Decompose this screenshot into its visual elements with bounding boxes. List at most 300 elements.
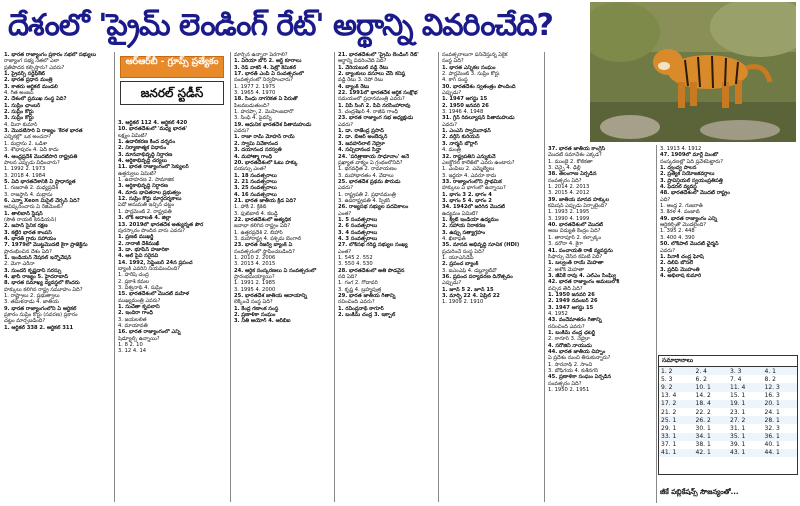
question-line: 2. డా. బీఆర్ అంబేద్కర్ bbox=[338, 134, 388, 141]
question-line: 22. 1991లో భారతదేశ ఆర్థిక సంక్షోభ bbox=[338, 90, 418, 97]
question-line: జనాభా కలిగిన రాష్ట్రం ఏది? bbox=[234, 223, 291, 230]
question-line: 2. ప్రకాశ్ కమల bbox=[118, 278, 150, 285]
question-line: 3. 1995 4. 2000 bbox=[234, 286, 276, 293]
question-line: 2. నిర్మాణాత్మక విధానం bbox=[118, 145, 167, 152]
column-4 bbox=[338, 52, 436, 502]
question-line: 2. ఠాగూర్ 3. నెహ్రూ bbox=[548, 336, 590, 343]
question-line: సంస్థ ఏది? bbox=[442, 58, 464, 65]
question-line: 3. కృష్ణ 4. బ్రహ్మపుత్ర bbox=[338, 286, 382, 293]
question-line: 21. భారతదేశంలో 'ప్రైమ్ లెండింగ్ రేట్' bbox=[338, 52, 419, 58]
question-line: 1. 5 సంవత్సరాలు bbox=[338, 216, 378, 223]
question-line: 3. ఫుట్‌బాల్ 4. కబడ్డీ bbox=[234, 210, 278, 217]
question-line: 1. 1993 2. 1995 bbox=[548, 209, 590, 216]
question-line: 18. సింధు నాగరికత ఏ పేరుతో bbox=[234, 96, 298, 103]
question-line: సంవత్సరం ఏది? bbox=[548, 177, 582, 184]
question-line: మార్చిన ఉన్నారా పెరగాలి? bbox=[234, 52, 288, 58]
answer-cell: 16. 3 bbox=[764, 392, 780, 400]
question-line: 1. ఏరియా బోర్ 2. ఆర్ట్ కూరాలు bbox=[234, 58, 302, 65]
question-line: ఎంత? bbox=[338, 248, 352, 255]
question-line: 45. ప్రణాళికా సంఘం ఏర్పడిన bbox=[548, 374, 612, 381]
question-line: 2. ప్రణాళికా సంఘం bbox=[234, 312, 276, 319]
question-line: ఏదో అనుమతి ఇచ్చిన చట్టం bbox=[118, 202, 175, 209]
question-line: 3. మొదటిసారి ఏ రాజ్యం 'కేరళ భారత bbox=[4, 128, 83, 135]
answer-cell: 13. 4 bbox=[661, 392, 677, 400]
answer-cell: 30. 1 bbox=[695, 424, 711, 432]
question-line: 1. ఉదాహరణ 2. సామాజిక bbox=[118, 177, 174, 184]
answer-cell: 4. 1 bbox=[764, 367, 776, 375]
answer-cell: 22. 2 bbox=[695, 408, 711, 416]
question-line: 4. గీత అంజన్ bbox=[4, 90, 34, 97]
question-line: 3. 550 4. 530 bbox=[338, 261, 373, 268]
question-line: హక్కులు కలిగిన రాష్ట్ర సమూహం ఏది? bbox=[4, 286, 83, 293]
question-line: 44. భారత జాతీయ చిహ్నం bbox=[548, 349, 606, 355]
answer-cell: 15. 1 bbox=[730, 392, 746, 400]
question-line: 2. నానాజీ దేశ్‌ముఖ్ bbox=[118, 240, 160, 247]
question-line: ఉత్తర్వులు ఏమిటి? bbox=[118, 170, 157, 177]
question-line: 1. రాష్ట్రాలు 2. ప్రభుత్వాలు bbox=[4, 293, 60, 300]
answer-cell: 26. 2 bbox=[695, 416, 711, 424]
question-line: 23. భారత రిజర్వ్ బ్యాంక్ ఏ bbox=[234, 242, 293, 249]
question-line: 38. తెలంగాణ ఏర్పడిన bbox=[548, 171, 597, 178]
answer-cell: 5. 3 bbox=[661, 375, 673, 383]
question-line: 1. ఎంపీలు 2. ఎమ్మెల్యేలు bbox=[442, 166, 495, 173]
question-line: 13. 2019లో భారతదేశ అత్యున్నత పౌర bbox=[118, 221, 204, 228]
column-5 bbox=[442, 52, 542, 502]
question-line: 2. వర్గీస్ కురియన్ bbox=[442, 134, 480, 141]
question-line: 1. 1991 2. 1985 bbox=[234, 280, 276, 287]
question-line: 3. నీతి ఆయోగ్ 4. ఆర్‌బీఐ bbox=[234, 318, 291, 325]
answer-cell: 28. 1 bbox=[764, 416, 780, 424]
question-line: 2. దేశంలో ప్రముఖ సంస్థ ఏది? bbox=[4, 96, 67, 103]
question-line: సంవత్సరం ఏది? bbox=[548, 380, 582, 387]
question-line: ప్రతిపాదన కల్పిస్తారు? ఎవరు? bbox=[4, 64, 65, 71]
question-line: 21. భారత జాతీయ క్రీడ ఏది? bbox=[234, 197, 297, 204]
question-line: 20. భారతదేశంలో ఓటు హక్కు bbox=[234, 159, 298, 166]
question-line: 9. భారత రాజ్యాంగంలోని ఏ ఆర్టికల్ bbox=[4, 305, 77, 312]
question-line: సంవత్సరంలో నిర్వహించారు? bbox=[234, 77, 294, 84]
question-line: 3. నార్మన్ బోర్లాగ్ bbox=[442, 140, 478, 147]
question-line: 24. ఆర్థిక సంస్కరణలు ఏ సంవత్సరంలో bbox=[234, 267, 317, 274]
question-line: 1. సుచేతా కృపలానీ bbox=[118, 303, 160, 310]
question-line: 49. భారత రాజ్యాంగం ఎన్ని bbox=[660, 215, 718, 222]
question-line: ముఖ్యమంత్రి ఎవరు? bbox=[118, 297, 161, 304]
question-line: 3. 2018 4. 1984 bbox=[4, 172, 46, 179]
question-line: వయస్సు ఎంత? bbox=[234, 166, 267, 173]
question-line: 1. హరప్పా 2. మొహెంజదారో bbox=[234, 109, 294, 116]
answer-row bbox=[659, 449, 797, 457]
question-line: 3. 25 సంవత్సరాలు bbox=[234, 185, 277, 192]
question-line: 3. కేరళ 4. పంజాబ్ bbox=[660, 209, 700, 216]
answer-cell: 3. 3 bbox=[730, 367, 742, 375]
question-line: 1. ఆంధ్ర 2. గుజరాత్ bbox=[660, 203, 703, 210]
answer-row bbox=[659, 433, 797, 441]
answer-cell: 38. 1 bbox=[695, 441, 711, 449]
question-line: 3. చెన్నై 4. ఢిల్లీ bbox=[548, 165, 581, 172]
question-line: 1. ముంబై 2. కోల్‌కతా bbox=[548, 158, 593, 165]
question-line: 40. భారతదేశంలో మొదటి bbox=[548, 222, 603, 229]
question-line: ఎది? bbox=[660, 196, 671, 203]
question-line: ఉద్యమం ఏమిటి? bbox=[442, 210, 478, 217]
answer-cell: 14. 2 bbox=[695, 392, 711, 400]
answer-cell: 23. 1 bbox=[730, 408, 746, 416]
answer-cell: 6. 2 bbox=[695, 375, 707, 383]
question-line: 3. డా. భూపేన్ హజారికా bbox=[118, 246, 170, 253]
answer-cell: 29. 1 bbox=[661, 424, 677, 432]
answer-key bbox=[658, 355, 798, 475]
question-line: ఏ ప్రదేశం నుంచి తీసుకున్నారు? bbox=[548, 355, 611, 362]
answer-cell: 9. 2 bbox=[661, 383, 673, 391]
answer-cell: 43. 1 bbox=[730, 449, 746, 457]
question-line: 1. కేంద్ర గణాంక సంస్థ bbox=[234, 305, 279, 312]
question-line: 8. భారత సమాఖ్య వ్యవస్థలో కొందరు bbox=[4, 280, 80, 287]
question-line: 2. ఇందిరా గాంధీ bbox=[118, 310, 153, 317]
question-line: 6. ఎన్నా Xeon మిసైల్ వేర్సన్ ఏది? bbox=[4, 197, 80, 204]
question-line: 3. చంద్రశేఖర్ 4. రాజీవ్ గాంధీ bbox=[338, 109, 398, 116]
answer-cell: 41. 1 bbox=[661, 449, 677, 457]
question-line: 1. గుజరాత్ 2. మధ్యప్రదేశ్ bbox=[4, 185, 59, 192]
answer-cell: 18. 4 bbox=[695, 400, 711, 408]
question-line: 34. 1942లో జరిగిన మొదటి bbox=[442, 204, 505, 211]
question-line: 1. పినాకి చంద్ర ఘోష్ bbox=[660, 253, 704, 260]
question-line: 1. సుప్రీం ఛాంబర్ bbox=[4, 102, 41, 109]
question-line: ఆవిష్కరించారు ఏ రేజిమెంట్? bbox=[4, 204, 64, 211]
answer-cell: 33. 1 bbox=[661, 433, 677, 441]
question-line: 3. 1947 ఆగస్టు 15 bbox=[548, 304, 594, 311]
question-line: ఎన్నికల్లో' ఒక అంచనా? bbox=[4, 134, 52, 141]
question-line: 11. భారత రాజ్యాంగంలో సెక్యులర్ bbox=[118, 164, 189, 171]
question-line: 1. ఎంఎస్ స్వామినాథన్ bbox=[442, 128, 491, 135]
question-line: 42. భారత రాజ్యాంగం అమలులోకి bbox=[548, 279, 620, 286]
question-line: 3. 1913 4. 1912 bbox=[660, 146, 702, 152]
question-line: 1. డా. రాజేంద్ర ప్రసాద్ bbox=[338, 128, 384, 135]
question-line: 3. 1965 4. 1970 bbox=[234, 90, 276, 97]
question-line: 3. ఆర్థికాభివృద్ధి నిర్ధారణ bbox=[118, 183, 168, 190]
credit-line: జీకే పబ్లికేషన్స్ సౌజన్యంతో... bbox=[660, 488, 739, 496]
answer-cell: 40. 1 bbox=[764, 441, 780, 449]
question-line: 1. యూఎన్‌డీపీ bbox=[442, 255, 474, 261]
question-line: 3. సుందర్ కృష్ణదాస్ సరస్సు bbox=[4, 267, 62, 274]
question-line: 2. 6 సంవత్సరాలు bbox=[338, 223, 378, 230]
question-line: ప్రకారం సుప్రీం కోర్టు (సవరణ) ప్రకారం bbox=[4, 312, 78, 319]
question-line: 1. క్విట్ ఇండియా ఉద్యమం bbox=[442, 216, 499, 223]
banner-subtitle: ఆర్ఆర్‌బీ - గ్రూప్స్ ప్రత్యేకం bbox=[120, 56, 224, 78]
question-line: 26. రాజ్యసభ సభ్యుల పదవీకాలం bbox=[338, 204, 409, 211]
question-line: వడ్డీ రేటు 3. రెపో రేటు bbox=[338, 77, 384, 84]
question-line: 10. భారతదేశంలో 'మధ్య భారత' bbox=[118, 126, 188, 133]
question-line: 33. రాజ్యాంగంలోని ప్రాథమిక bbox=[442, 178, 502, 185]
column-1 bbox=[4, 52, 112, 502]
question-line: 2. బంకిమ్ చంద్ర 3. ఇక్బాల్ bbox=[338, 312, 396, 319]
section-banner bbox=[120, 56, 224, 114]
answer-table bbox=[659, 367, 797, 457]
question-line: 1. రాజా రామ్ మోహన్ రాయ్ bbox=[234, 134, 295, 141]
column-2 bbox=[118, 120, 228, 502]
question-line: ఎవరు? bbox=[660, 247, 676, 254]
question-line: 2. స్వామి వివేకానంద bbox=[234, 140, 279, 147]
question-line: 22. భారతదేశంలో అత్యధిక bbox=[234, 216, 291, 223]
question-line: ప్రారంభించిన దేశం ఏది? bbox=[4, 248, 52, 255]
question-line: 3. మానవాభివృద్ధి నిర్ధారణ bbox=[118, 151, 173, 158]
question-line: సంస్కరణల్లో ఏది ప్రవేశపెట్టారు? bbox=[660, 158, 724, 165]
question-line: వచ్చిన తేదీ ఏది? bbox=[548, 285, 583, 292]
question-line: (సౌత్ రాయల్ కెనడియన్) bbox=[4, 216, 57, 223]
question-line: 3. బోధ్‌గయ 4. కుశీనగర్ bbox=[548, 368, 599, 375]
question-line: 3. రాజస్థాన్ 4. మద్రాసు bbox=[4, 191, 53, 198]
answer-cell: 8. 2 bbox=[764, 375, 776, 383]
question-line: 4. భారత్ గ్రామ సహాయం bbox=[4, 235, 57, 242]
question-line: 1. బంకిమ్ చంద్ర ఛటర్జీ bbox=[548, 329, 595, 336]
question-line: 30. భారతదేశం స్వతంత్రం పొందింది bbox=[442, 83, 516, 90]
question-line: 3. 4 సంవత్సరాలు bbox=[338, 229, 378, 236]
question-line: 28. భారతదేశంలో అతి పొడవైన bbox=[338, 267, 405, 274]
answer-row bbox=[659, 400, 797, 408]
question-line: 3. సింధ్ 4. పైవన్నీ bbox=[234, 115, 272, 122]
question-line: 3. 400 4. 390 bbox=[660, 234, 695, 241]
question-line: 1. ఉత్తరప్రదేశ్ 2. బిహార్ bbox=[234, 229, 283, 236]
question-line: 4. మారు భావితరాల ప్రభుత్వం bbox=[118, 189, 181, 196]
answer-cell: 17. 2 bbox=[661, 400, 677, 408]
question-line: 4. ఫెడరల్ వ్యవస్థ bbox=[660, 184, 697, 191]
question-line: 2. జపాన్ సైనిక రక్షణ bbox=[4, 223, 48, 230]
question-line: 3. నరోరా 4. కైగా bbox=[548, 241, 583, 248]
question-line: 1. రాష్ట్రపతి 2. ప్రధానమంత్రి bbox=[338, 191, 396, 198]
question-line: 3. ఆర్టికల్ 112 4. ఆర్టికల్ 420 bbox=[118, 120, 188, 126]
question-line: 4. మంత్రి bbox=[442, 147, 461, 154]
question-line: 3. 1990 4. 1999 bbox=[548, 215, 590, 222]
tiger-photo bbox=[590, 2, 796, 142]
question-line: 1. ప్రణబ్ ముఖర్జీ bbox=[118, 234, 154, 241]
column-7 bbox=[660, 146, 796, 351]
question-line: ఎంత? bbox=[338, 210, 352, 217]
question-line: 1. 8 2. 10 bbox=[118, 342, 143, 349]
answer-cell: 34. 1 bbox=[695, 433, 711, 441]
question-line: 14. 1992, సెప్టెంబర్ 24న ప్రపంచ bbox=[118, 259, 193, 266]
question-line: 2. దిలీప్ బోసలే bbox=[660, 260, 693, 267]
question-line: 24. 'పరిత్రాణాయ సాధూనాం' అనే bbox=[338, 153, 410, 160]
question-line: 4. ఖిలాఫత్ bbox=[442, 235, 466, 242]
question-line: 4. 3 సంవత్సరాలు bbox=[338, 235, 378, 242]
question-line: రాజ్యాంగ సభ్య నేతలో ఎలా bbox=[4, 58, 60, 65]
question-line: కమిషన్ ఎప్పుడు ఏర్పాటైంది? bbox=[548, 203, 608, 210]
question-line: 2. సహాయ నిరాకరణ bbox=[442, 223, 486, 230]
question-line: 2. ప్రత్యేక నియోజకవర్గాలు bbox=[660, 171, 715, 178]
question-line: 3. ప్రదీప్ మొహంతి bbox=[660, 266, 700, 273]
question-line: 31. గ్రీన్ రివల్యూషన్ పితామహుడు bbox=[442, 115, 515, 122]
question-line: 1. 1950 2. 1951 bbox=[548, 387, 590, 394]
answer-cell: 1. 2 bbox=[661, 367, 673, 375]
question-line: 47. 1909లో మార్లే మింటో bbox=[660, 152, 719, 159]
answer-cell: 42. 1 bbox=[695, 449, 711, 457]
answer-row bbox=[659, 375, 797, 383]
answer-row bbox=[659, 383, 797, 391]
answer-cell: 36. 1 bbox=[764, 433, 780, 441]
question-line: 1. జూన్ 5 2. జూన్ 15 bbox=[442, 286, 494, 293]
question-line: ప్రఖ్యాత వాక్యం ఏ గ్రంథంలోనిది? bbox=[338, 159, 403, 166]
question-line: 4. 1952 bbox=[548, 310, 568, 317]
answer-cell: 24. 1 bbox=[764, 408, 780, 416]
question-line: 1. ప్రైవర్స్ సర్టిఫికేట్ bbox=[4, 71, 45, 78]
question-line: 7. 1979లో మొట్టమొదటి కైగా ప్రాజెక్ట్‌ను bbox=[4, 242, 88, 249]
question-line: పాలన ఎప్పుడు విధించారు? bbox=[4, 159, 60, 166]
question-line: 4. సచ్చిదానంద సిన్హా bbox=[338, 147, 382, 154]
question-line: ప్రారంభమయ్యాయి? bbox=[234, 274, 275, 281]
question-line: 1. 1992 2. 1973 bbox=[4, 166, 46, 173]
question-line: 1. ఆర్టికల్ 338 2. ఆర్టికల్ 311 bbox=[4, 324, 74, 331]
question-line: 2. అశోక్ మెహతా bbox=[548, 266, 585, 273]
question-line: 3. కట్టిరి భారత కాంపస్ bbox=[4, 229, 52, 236]
question-line: 1. 1947 ఆగస్టు 15 bbox=[442, 96, 488, 103]
question-line: 2. 1950 జనవరి 26 bbox=[442, 102, 489, 109]
answer-row bbox=[659, 392, 797, 400]
question-line: 23. భారత రాజ్యాంగ సభ అధ్యక్షుడు bbox=[338, 115, 414, 122]
answer-cell: 7. 4 bbox=[730, 375, 742, 383]
question-line: 2. ప్రపంచ బ్యాంక్ bbox=[442, 261, 479, 268]
question-line: 35. మానవ అభివృద్ధి సూచిక (HDI) bbox=[442, 242, 520, 249]
question-line: 3. మహారాష్ట్ర 4. పశ్చిమ బెంగాల్ bbox=[234, 235, 302, 242]
answer-cell: 2. 4 bbox=[695, 367, 707, 375]
question-line: రచించింది ఎవరు? bbox=[548, 323, 585, 330]
question-line: 17. భారత్ ఎంపీ ఏ సంవత్సరంలో bbox=[234, 71, 304, 78]
answer-cell: 39. 1 bbox=[730, 441, 746, 449]
question-line: 1. 1909 2. 1910 bbox=[442, 299, 484, 306]
question-line: 29. భారత జాతీయ గీతాన్ని bbox=[338, 293, 396, 300]
question-line: 3. జవహర్‌లాల్ నెహ్రూ bbox=[338, 140, 385, 147]
question-line: 1. 2010 2. 2006 bbox=[234, 255, 276, 261]
answer-cell: 21. 2 bbox=[661, 408, 677, 416]
question-line: 2. భారత ప్రధాన మంత్రి bbox=[4, 77, 53, 84]
question-line: 1. వీపీ సింగ్ 2. పీవీ నరసింహారావు bbox=[338, 102, 411, 109]
question-line: 3. జీవీకే రావు 4. ఎల్ఎం సింఘ్వీ bbox=[548, 272, 617, 279]
question-line: 1. 18 సంవత్సరాలు bbox=[234, 172, 277, 179]
question-line: 1. భగవద్గీత 2. రామాయణం bbox=[338, 166, 397, 173]
question-line: 1. పార్లమెంట్ 2. రాష్ట్రపతి bbox=[118, 208, 172, 215]
question-line: 1. రవీంద్రనాథ్ ఠాగూర్ bbox=[338, 305, 384, 312]
answer-row bbox=[659, 367, 797, 375]
question-line: 2. 21 సంవత్సరాలు bbox=[234, 178, 277, 185]
question-line: 15. భారతదేశంలో మొదటి మహిళ bbox=[118, 291, 189, 298]
question-line: 3. మార్చి 22 4. ఏప్రిల్ 22 bbox=[442, 293, 500, 300]
question-line: సంవత్సరంలో స్థాపించబడింది? bbox=[234, 248, 295, 255]
question-line: ఎప్పుడు? bbox=[442, 90, 462, 97]
question-line: 1. సారనాథ్ 2. సాంచి bbox=[548, 361, 593, 368]
question-line: సమయంలో ప్రధానమంత్రి ఎవరు? bbox=[338, 96, 405, 103]
question-line: 3. రెడ్ వాకర్ 4. పెట్రో కెమికల్ bbox=[234, 64, 297, 71]
question-line: 1. ఇండియన్ నేషనల్ ఇన్నోవేషన్ bbox=[4, 255, 72, 261]
question-line: 43. వందేమాతరం గీతాన్ని bbox=[548, 317, 602, 324]
answer-cell: 31. 1 bbox=[730, 424, 746, 432]
question-line: 2. మెగా ఎరీనా bbox=[4, 261, 35, 268]
answer-row bbox=[659, 441, 797, 449]
question-line: 4. 16 సంవత్సరాలు bbox=[234, 191, 277, 198]
question-line: నది ఏది? bbox=[338, 274, 358, 281]
question-line: 3. జయలలిత bbox=[118, 316, 147, 323]
column-3 bbox=[234, 52, 332, 502]
answer-row bbox=[659, 416, 797, 424]
question-line: 25. భారతదేశ ప్రథమ పౌరుడు bbox=[338, 178, 401, 185]
question-line: 39. జాతీయ మానవ హక్కుల bbox=[548, 196, 610, 203]
question-line: 1. భాగం 3 2. భాగం 4 bbox=[442, 191, 492, 198]
question-line: 3. 2013 4. 2015 bbox=[234, 261, 276, 268]
question-line: 3. దయానంద సరస్వతి bbox=[234, 147, 282, 154]
question-line: 19. ఆధునిక భారతదేశ పితామహుడు bbox=[234, 121, 312, 128]
question-line: 2. పార్లమెంట్ 3. సుప్రీం కోర్టు bbox=[442, 71, 500, 78]
banner-title: జనరల్ స్టడీస్ bbox=[120, 81, 224, 105]
answer-cell: 27. 2 bbox=[730, 416, 746, 424]
question-line: హక్కులు ఏ భాగంలో ఉన్నాయి? bbox=[442, 185, 506, 192]
question-line: 4. ఖాసీ రాజ్యం 5. హైదరాబాద్ bbox=[4, 274, 69, 281]
question-line: 1. 1977 2. 1975 bbox=[234, 83, 276, 90]
answer-cell: 35. 1 bbox=[730, 433, 746, 441]
answer-cell: 37. 1 bbox=[661, 441, 677, 449]
question-line: 3. భాగం 5 4. భాగం 2 bbox=[442, 197, 492, 204]
question-line: 3. 12 4. 14 bbox=[118, 348, 147, 355]
question-line: రచించింది ఎవరు? bbox=[338, 299, 375, 306]
question-line: 12. సుప్రీం కోర్టు మార్గదర్శకాలు bbox=[118, 196, 182, 203]
question-line: లక్ష్యం ఏమిటి? bbox=[118, 132, 148, 139]
question-line: ఎవరు? bbox=[338, 185, 354, 192]
question-line: 4. మహాత్మా గాంధీ bbox=[234, 153, 273, 160]
question-line: ఎప్పుడు? bbox=[442, 280, 462, 287]
question-line: 36. ప్రపంచ పర్యావరణ దినోత్సవం bbox=[442, 274, 513, 281]
question-line: 1. హరీష్ చంద్ర bbox=[118, 272, 149, 279]
question-line: 1. ద్వంద్వ పాలన bbox=[660, 165, 697, 172]
question-line: 1. 395 2. 448 bbox=[660, 228, 695, 235]
question-line: సిఫార్సు చేసిన కమిటీ ఏది? bbox=[548, 253, 603, 260]
question-line: 4. ఆల్ పైవి సరైనవి bbox=[118, 253, 159, 260]
answer-cell: 12. 3 bbox=[764, 383, 780, 391]
question-line: షెడ్యూల్స్ ఉన్నాయి? bbox=[118, 335, 160, 342]
question-line: బ్యాంక్ ఎవరిని నియమించింది? bbox=[118, 265, 181, 272]
question-line: చట్టం మార్చబడింది? bbox=[4, 318, 46, 325]
question-line: ఎలక్టోరల్ కాలేజ్‌లో ఎవరు ఉంటారు? bbox=[442, 159, 515, 166]
question-line: ప్రచురించే సంస్థ ఏది? bbox=[442, 248, 485, 255]
question-line: 3. కాతరు ఆర్టికల్ మండలి bbox=[4, 83, 58, 90]
answer-cell: 44. 1 bbox=[764, 449, 780, 457]
question-line: 1. మద్రాసు 2. ఒడిశా bbox=[4, 140, 48, 147]
question-line: 1. వేరియబుల్ వడ్డీ రేటు bbox=[338, 64, 389, 71]
question-line: 1. 2014 2. 2013 bbox=[548, 184, 590, 191]
question-line: 1. 545 2. 552 bbox=[338, 255, 373, 261]
answer-row bbox=[659, 424, 797, 432]
question-line: 1. బల్వంత్ రాయ్ మెహతా bbox=[548, 260, 604, 267]
question-line: ఆర్టికల్స్‌తో మొదలైంది? bbox=[660, 222, 706, 229]
question-line: 3. 2015 4. 2012 bbox=[548, 190, 590, 197]
question-line: 4. బ్యాంక్ రేటు bbox=[338, 83, 370, 90]
question-line: 1. గంగ 2. గోదావరి bbox=[338, 280, 378, 287]
question-line: ఎవరు? bbox=[234, 128, 250, 135]
question-line: 1. ఉదారీకరణ కింద దర్శనం bbox=[118, 139, 176, 146]
question-line: 32. రాష్ట్రపతిని ఎన్నుకునే bbox=[442, 153, 496, 160]
question-line: 37. భారత జాతీయ కాంగ్రెస్ bbox=[548, 146, 606, 152]
question-line: 25. భారతదేశ జాతీయ ఆదాయాన్ని bbox=[234, 293, 308, 300]
question-line: 3. సుప్రీం కోర్టు bbox=[4, 115, 34, 122]
question-line: 3. ఐఎంఎఫ్ 4. డబ్ల్యూటీవో bbox=[442, 267, 497, 274]
question-line: అణు విద్యుత్ కేంద్రం ఏది? bbox=[548, 228, 601, 235]
question-line: లెక్కించే సంస్థ ఏది? bbox=[234, 299, 273, 306]
question-line: 4. అభిలాష కుమారి bbox=[660, 272, 702, 279]
question-line: ఎవరు? bbox=[442, 121, 458, 128]
question-line: 50. లోక్‌పాల్ మొదటి ఛైర్మన్ bbox=[660, 241, 719, 248]
question-line: 3. ప్రావిన్షియల్ స్వయంప్రతిపత్తి bbox=[660, 177, 723, 184]
question-line: 1. హాకీ 2. క్రికెట్ bbox=[234, 204, 267, 211]
question-line: 1. తాలిబాన్ స్టేషన్ bbox=[4, 210, 43, 217]
question-line: 3. ఉప్పు సత్యాగ్రహం bbox=[442, 229, 486, 236]
question-line: 2. సుప్రీం కోర్టు bbox=[4, 109, 34, 116]
answer-cell: 32. 3 bbox=[764, 424, 780, 432]
question-line: 2. బ్యాంకులు వసూలు చేసే కనిష్ఠ bbox=[338, 71, 406, 78]
question-line: పురస్కారం పొందిన వారు ఎవరు? bbox=[118, 227, 186, 234]
answer-cell: 11. 4 bbox=[730, 383, 746, 391]
